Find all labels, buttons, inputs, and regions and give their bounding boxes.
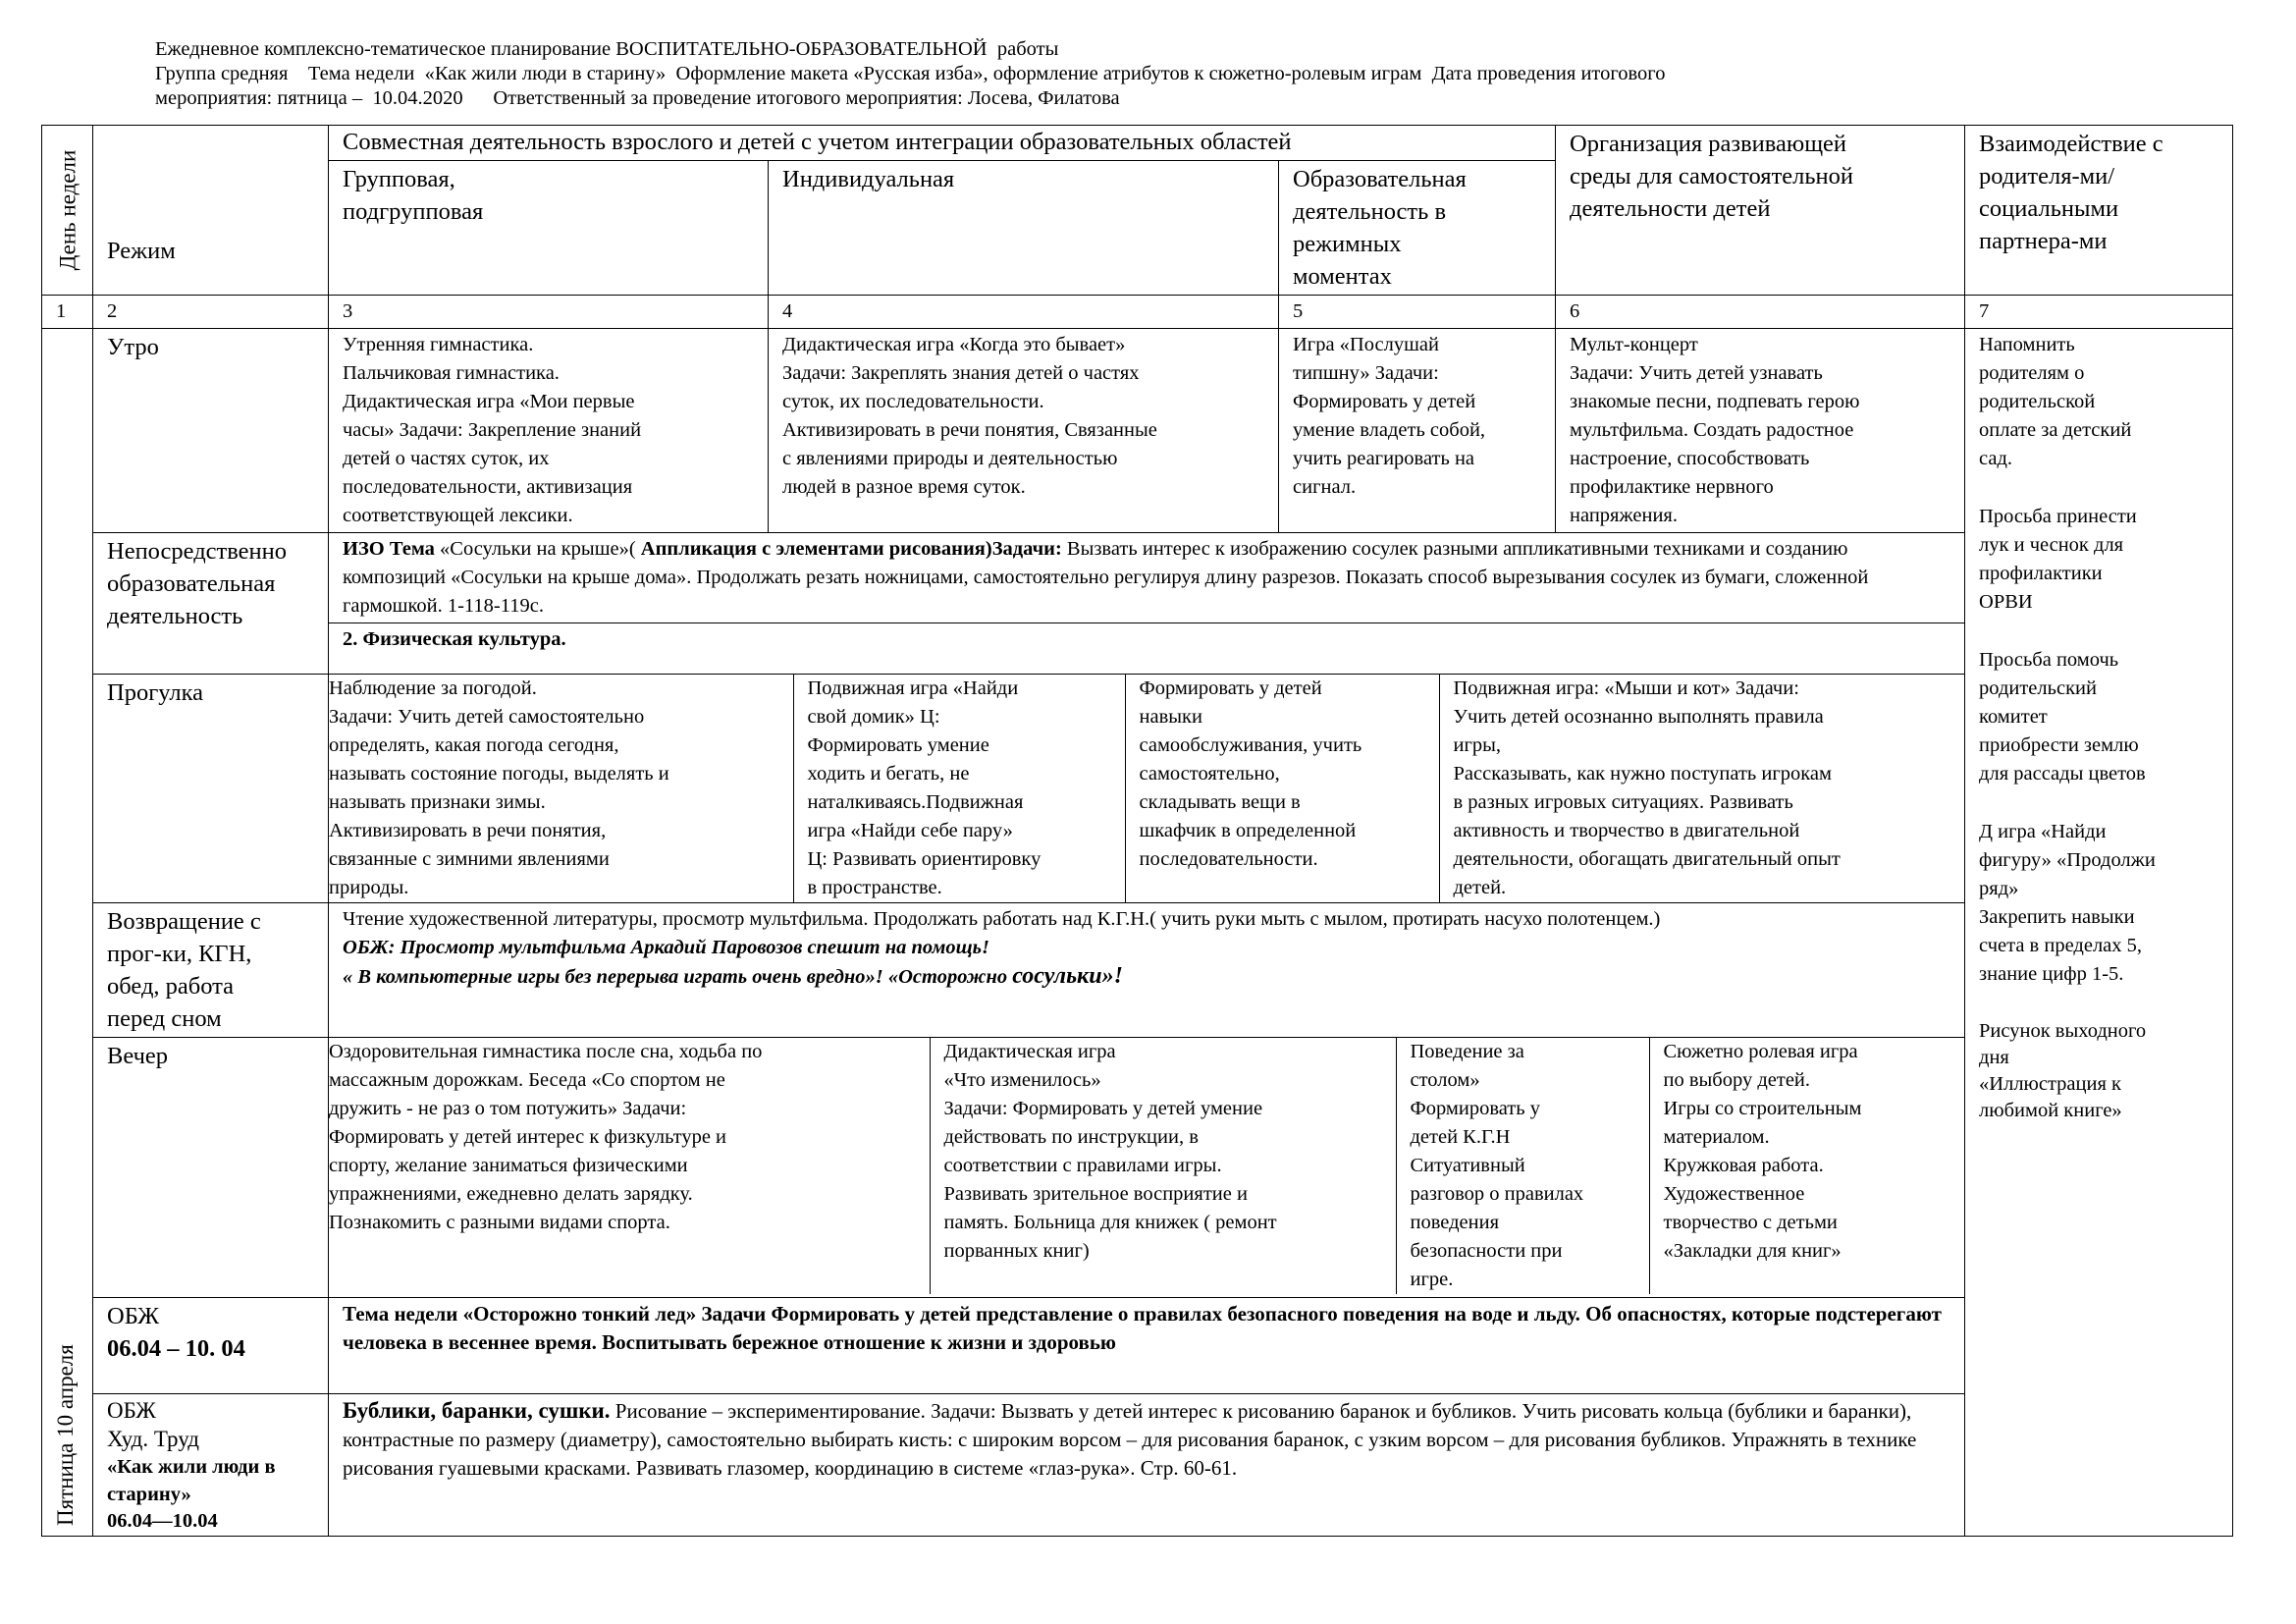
morning-group: Утренняя гимнастика. Пальчиковая гимнастика. Дидактическая игра «Мои первые часы» Задачи: Закрепление знаний детей о частях суток, их последовательности, активизация соответствующей лексики. [329, 329, 769, 533]
parents-interaction: Напомнить родителям о родительской оплате за детский сад. Просьба принести лук и чеснок для профилактики ОРВИ Просьба помочь родительский комитет приобрести землю для рассады цветов Д игра «Найди фигуру» «Продолжи ряд» Закрепить навыки счета в пределах 5, знание цифр 1-5. Рисунок выходного дня «Иллюстрация к любимой книге» [1965, 329, 2233, 1537]
col-number: 7 [1965, 296, 2233, 329]
col-number: 4 [769, 296, 1279, 329]
header-title: Ежедневное комплексно-тематическое планирование ВОСПИТАТЕЛЬНО-ОБРАЗОВАТЕЛЬНОЙ работы [155, 38, 1059, 60]
regime-walk: Прогулка [93, 675, 329, 903]
morning-environment: Мульт-концерт Задачи: Учить детей узнавать знакомые песни, подпевать герою мультфильма. Создать радостное настроение, способствовать профилактике нервного напряжения. [1556, 329, 1965, 533]
regime-morning: Утро [93, 329, 329, 533]
col-number: 2 [93, 296, 329, 329]
walk-cell [329, 675, 1965, 903]
col-environment-header: Организация развивающей среды для самостоятельной деятельности детей [1556, 126, 1965, 296]
obzh-week-theme: Тема недели «Осторожно тонкий лед» Задачи Формировать у детей представление о правилах безопасного поведения на воде и льду. Об опасностях, которые подстерегают человека в весеннее время. Воспитывать бережное отношение к жизни и здоровью [329, 1298, 1965, 1394]
col-number: 1 [42, 296, 93, 329]
morning-moments: Игра «Послушай типшну» Задачи: Формировать у детей умение владеть собой, учить реагировать на сигнал. [1279, 329, 1556, 533]
walk-mice-cat: Подвижная игра: «Мыши и кот» Задачи: Учить детей осознанно выполнять правила игры, Рассказывать, как нужно поступать игрокам в разных игровых ситуациях. Развивать активность и творчество в двигательной деятельности, обогащать двигательный опыт детей. [1439, 675, 1964, 902]
morning-individual: Дидактическая игра «Когда это бывает» Задачи: Закреплять знания детей о частях суток, их последовательности. Активизировать в речи понятия, Связанные с явлениями природы и деятельностью людей в разное время суток. [769, 329, 1279, 533]
evening-didactic: Дидактическая игра «Что изменилось» Задачи: Формировать у детей умение действовать по инструкции, в соответствии с правилами игры. Развивать зрительное восприятие и память. Больница для книжек ( ремонт порванных книг) [930, 1038, 1396, 1294]
col-individual-header: Индивидуальная [769, 161, 1279, 296]
planning-table [41, 125, 2233, 1537]
regime-obzh: ОБЖ 06.04 – 10. 04 [93, 1298, 329, 1394]
col-number: 5 [1279, 296, 1556, 329]
evening-gymnastics: Оздоровительная гимнастика после сна, ходьба по массажным дорожкам. Беседа «Со спортом не дружить - не раз о том потужить» Задачи: Формировать у детей интерес к физкультуре и спорту, желание заниматься физическими упражнениями, ежедневно делать зарядку. Познакомить с разными видами спорта. [329, 1041, 763, 1233]
col-regime-header: Режим [93, 126, 329, 296]
walk-observation: Наблюдение за погодой. Задачи: Учить детей самостоятельно определять, какая погода сегодня, называть состояние погоды, выделять и называть признаки зимы. Активизировать в речи понятия, связанные с зимними явлениями природы. [329, 677, 669, 898]
col-number: 6 [1556, 296, 1965, 329]
col-group-header: Групповая, подгрупповая [329, 161, 769, 296]
regime-art: ОБЖ Худ. Труд «Как жили люди в старину» 06.04—10.04 [93, 1394, 329, 1537]
col-joint-header: Совместная деятельность взрослого и детей с учетом интеграции образовательных областей [329, 126, 1556, 161]
nod-izo: ИЗО Тема «Сосульки на крыше»( Аппликация с элементами рисования)Задачи: Вызвать интерес к изображению сосулек разными аппликативными техниками и созданию композиций «Сосульки на крыше дома». Продолжать резать ножницами, самостоятельно регулируя длину разрезов. Показать способ вырезывания сосулек из бумаги, сложенной гармошкой. 1-118-119с. [329, 533, 1965, 623]
regime-evening: Вечер [93, 1038, 329, 1298]
evening-behavior: Поведение за столом» Формировать у детей К.Г.Н Ситуативный разговор о правилах поведения безопасности при игре. [1396, 1038, 1649, 1294]
header-event-date: мероприятия: пятница – 10.04.2020 Ответственный за проведение итогового мероприятия: Лосева, Филатова [155, 87, 1120, 109]
art-drawing: Бублики, баранки, сушки. Рисование – экспериментирование. Задачи: Вызвать у детей интерес к рисованию баранок и бубликов. Учить рисовать кольца (бублики и баранки), контрастные по размеру (диаметру), самостоятельно выбирать кисть: с широким ворсом – для рисования баранок, с узким ворсом – для рисования бубликов. Упражнять в технике рисования гуашевыми красками. Развивать глазомер, координацию в системе «глаз-рука». Стр. 60-61. [329, 1394, 1965, 1537]
nod-phys: 2. Физическая культура. [329, 623, 1965, 675]
evening-cell [329, 1038, 1965, 1298]
return-activities: Чтение художественной литературы, просмотр мультфильма. Продолжать работать над К.Г.Н.( учить руки мыть с мылом, протирать насухо полотенцем.) ОБЖ: Просмотр мультфильма Аркадий Паровозов спешит на помощь! « В компьютерные игры без перерыва играть очень вредно»! «Осторожно сосульки»! [329, 903, 1965, 1038]
evening-roleplay: Сюжетно ролевая игра по выбору детей. Игры со строительным материалом. Кружковая работа. Художественное творчество с детьми «Закладки для книг» [1649, 1038, 1964, 1294]
col-parents-header: Взаимодействие с родителя-ми/ социальными партнера-ми [1965, 126, 2233, 296]
walk-selfservice: Формировать у детей навыки самообслуживания, учить самостоятельно, складывать вещи в шкафчик в определенной последовательности. [1125, 675, 1439, 902]
regime-nod: Непосредственно образовательная деятельность [93, 533, 329, 675]
col-day-header: День недели [42, 126, 93, 296]
walk-game: Подвижная игра «Найди свой домик» Ц: Формировать умение ходить и бегать, не наталкиваясь.Подвижная игра «Найди себе пару» Ц: Развивать ориентировку в пространстве. [793, 675, 1125, 902]
regime-return: Возвращение с прог-ки, КГН, обед, работа перед сном [93, 903, 329, 1038]
col-number: 3 [329, 296, 769, 329]
page-header [155, 37, 2177, 111]
day-label: Пятница 10 апреля [42, 329, 93, 1537]
header-group-theme: Группа средняя Тема недели «Как жили люди в старину» Оформление макета «Русская изба», оформление атрибутов к сюжетно-ролевым играм Дата проведения итогового [155, 63, 1666, 84]
col-moments-header: Образовательная деятельность в режимных моментах [1279, 161, 1556, 296]
